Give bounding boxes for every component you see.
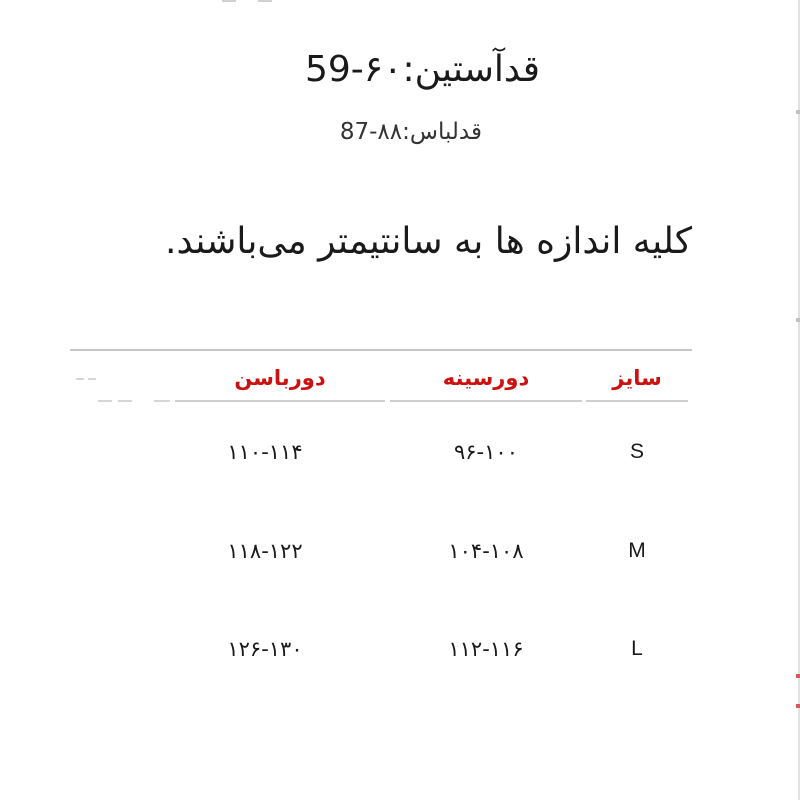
faded-column-mark [118, 400, 132, 402]
faded-column-mark [88, 378, 96, 380]
header-underline [586, 400, 688, 402]
faded-column-mark [154, 400, 170, 402]
edge-mark [796, 318, 800, 322]
header-hip: دورباسن [234, 366, 326, 390]
edge-mark [796, 704, 800, 708]
cell-size: L [631, 637, 643, 660]
cell-chest: ۹۶-۱۰۰ [454, 440, 518, 464]
header-underline [390, 400, 582, 402]
header-size: سایز [612, 366, 662, 390]
top-edge-mark [258, 0, 272, 2]
edge-mark [796, 674, 800, 678]
cell-size: S [629, 440, 644, 463]
header-chest: دورسینه [442, 366, 530, 390]
cell-hip: ۱۱۸-۱۲۲ [227, 539, 303, 563]
edge-mark [796, 110, 800, 114]
cell-chest: ۱۱۲-۱۱۶ [448, 637, 524, 661]
top-edge-mark [222, 0, 236, 2]
faded-column-mark [76, 378, 84, 380]
cell-hip: ۱۲۶-۱۳۰ [227, 637, 303, 661]
cell-hip: ۱۱۰-۱۱۴ [227, 440, 303, 464]
garment-length-text: قدلباس:۸۸-87 [339, 119, 482, 145]
header-underline [175, 400, 385, 402]
table-top-divider [70, 349, 692, 351]
sleeve-length-heading: قدآستین:۶۰-59 [304, 49, 540, 90]
units-note: کلیه اندازه ها به سانتیمتر می‌باشند. [165, 221, 692, 262]
cell-size: M [628, 539, 646, 562]
faded-column-mark [98, 400, 112, 402]
cell-chest: ۱۰۴-۱۰۸ [448, 539, 524, 563]
